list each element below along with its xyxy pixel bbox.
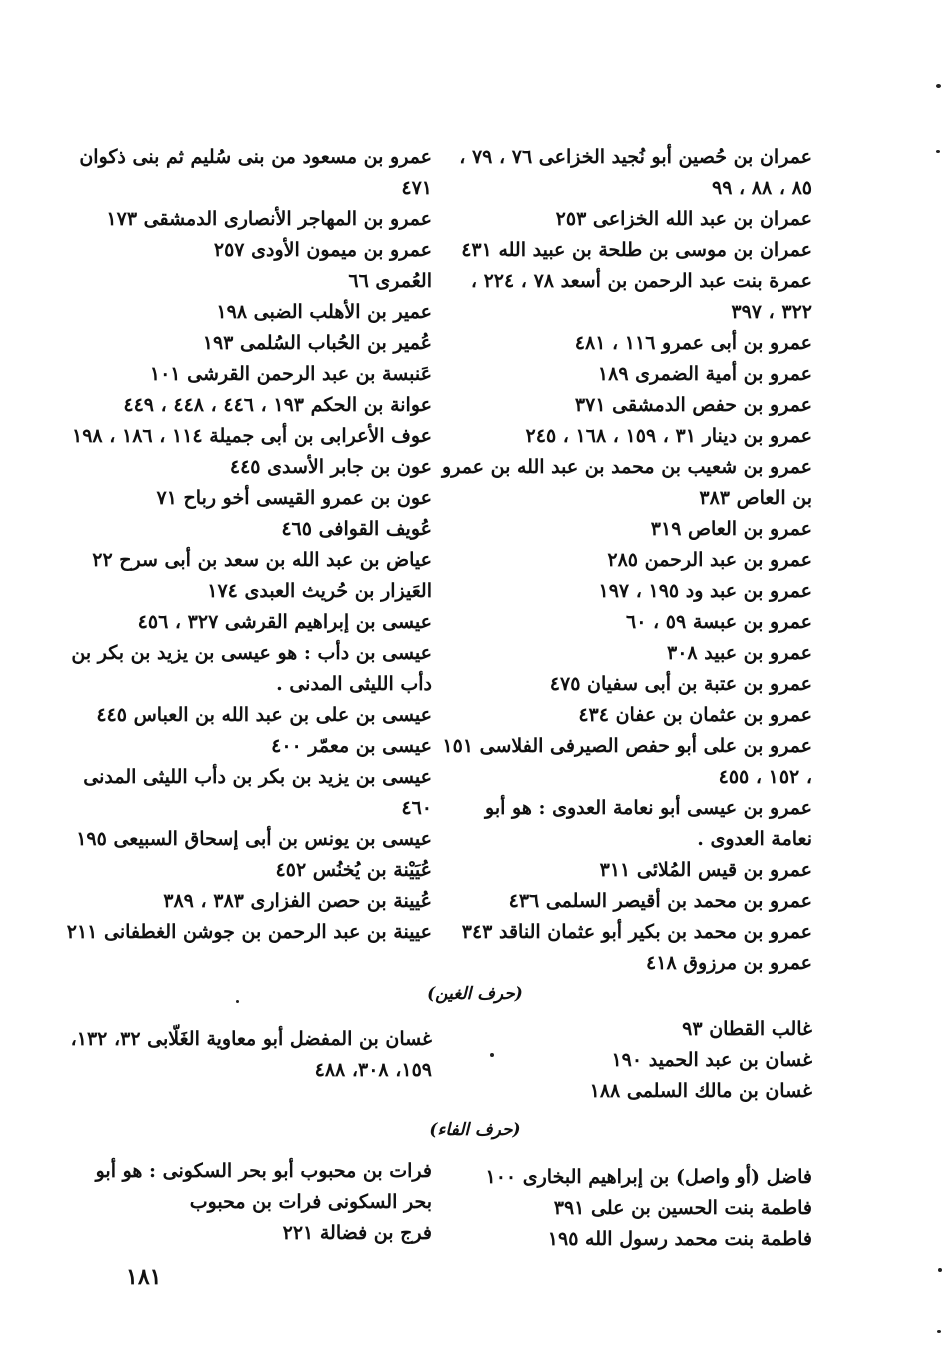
index-entry: عمرو بن ميمون الأودى ٢٥٧ [213,239,432,261]
fa-right-column [440,1162,812,1255]
index-entry: عمران بن موسى بن طلحة بن عبيد الله ٤٣١ [461,239,812,261]
index-entry: عمران بن عبد الله الخزاعى ٢٥٣ [555,208,812,230]
index-entry: غسان بن مالك السلمى ١٨٨ [589,1080,812,1102]
index-entry: عمرو بن العاص ٣١٩ [650,518,812,540]
index-entry: عمرو بن مرزوق ٤١٨ [646,952,812,974]
index-entry: عياض بن عبد الله بن سعد بن أبى سرح ٢٢ [92,549,432,571]
scan-speck [936,84,941,88]
index-entry: العُمرى ٦٦ [348,270,432,292]
index-entry: فاطمة بنت محمد رسول الله ١٩٥ [547,1228,812,1250]
index-entry: عيينة بن عبد الرحمن بن جوشن الغطفانى ٢١١ [66,921,432,943]
scan-speck [490,1053,494,1057]
index-entry: عيسى بن معمّر ٤٠٠ [271,735,432,757]
index-entry: عُمير بن الحُباب السُلمى ١٩٣ [202,332,432,354]
index-entry: عمرو بن عبد الرحمن ٢٨٥ [607,549,812,571]
index-entry: فرات بن محبوب أبو بحر السكونى : هو أبو بحر السكونى فرات بن محبوب [95,1160,432,1213]
index-entry: عوف الأعرابى بن أبى جميلة ١١٤ ، ١٨٦ ، ١٩٨ [72,425,432,447]
index-entry: عُويف القوافى ٤٦٥ [281,518,432,540]
index-entry: عمرو بن عبيد ٣٠٨ [667,642,812,664]
index-entry: عمرو بن عبسة ٥٩ ، ٦٠ [625,611,812,633]
scan-speck [938,1268,942,1272]
index-entry: فاطمة بنت الحسين بن على ٣٩١ [553,1197,812,1219]
index-entry: عمرو بن على أبو حفص الصيرفى الفلاسى ١٥١ ، ١٥٢ ، ٤٥٥ [442,735,812,788]
index-entry: عمرو بن أمية الضمرى ١٨٩ [597,363,812,385]
index-entry: عَنبسة بن عبد الرحمن القرشى ١٠١ [149,363,432,385]
index-entry: عمرو بن دينار ٣١ ، ١٥٩ ، ١٦٨ ، ٢٤٥ [525,425,812,447]
index-entry: عمرة بنت عبد الرحمن بن أسعد ٧٨ ، ٢٢٤ ، ٣٢٢ ، ٣٩٧ [470,270,812,323]
fa-left-column [62,1156,432,1249]
index-entry: عون بن عمرو القيسى أخو رباح ٧١ [156,487,432,509]
index-entry: عمرو بن مسعود من بنى سُليم ثم بنى ذكوان ٤٧١ [79,146,432,199]
ghayn-right-column [440,1014,812,1107]
scan-speck [936,150,940,153]
index-entry: فاضل (أو واصل) بن إبراهيم البخارى ١٠٠ [485,1166,812,1188]
index-entry: عمرو بن محمد بن بكير أبو عثمان الناقد ٣٤٣ [461,921,812,943]
index-entry: فرج بن فضالة ٢٢١ [282,1222,432,1244]
index-entry: عيسى بن دأب : هو عيسى بن يزيد بن بكر بن دأب الليثى المدنى . [71,642,432,695]
index-entry: عمرو بن أبى عمرو ١١٦ ، ٤٨١ [574,332,812,354]
index-entry: العَيزار بن حُريث العبدى ١٧٤ [207,580,432,602]
index-entry: عوانة بن الحكم ١٩٣ ، ٤٤٦ ، ٤٤٨ ، ٤٤٩ [123,394,432,416]
index-entry: عون بن جابر الأسدى ٤٤٥ [229,456,432,478]
ghayn-left-column [62,1024,432,1086]
index-entry: عمرو بن عثمان بن عفان ٤٣٤ [578,704,812,726]
index-entry: عمرو بن قيس المُلائى ٣١١ [599,859,812,881]
index-entry: عُيينة بن حصن الفزارى ٣٨٣ ، ٣٨٩ [163,890,432,912]
index-entry: عيسى بن يزيد بن بكر بن دأب الليثى المدنى ٤٦٠ [83,766,432,819]
index-entry: عمرو بن المهاجر الأنصارى الدمشقى ١٧٣ [106,208,432,230]
index-entry: عمرو بن شعيب بن محمد بن عبد الله بن عمرو بن العاص ٣٨٣ [442,456,812,509]
index-entry: عيسى بن على بن عبد الله بن العباس ٤٤٥ [96,704,432,726]
ayn-left-column [62,142,432,948]
index-entry: عمرو بن عتبة بن أبى سفيان ٤٧٥ [549,673,812,695]
scan-speck [236,1000,239,1003]
index-entry: عمرو بن عيسى أبو نعامة العدوى : هو أبو نعامة العدوى . [485,797,812,850]
index-entry: عمرو بن محمد بن أقيصر السلمى ٤٣٦ [508,890,812,912]
section-heading-fa: (حرف الفاء) [429,1120,521,1140]
ayn-right-column [440,142,812,979]
index-entry: عُيَيْنة بن يُخنُس ٤٥٢ [275,859,432,881]
index-entry: عيسى بن يونس بن أبى إسحاق السبيعى ١٩٥ [76,828,432,850]
index-entry: غسان بن عبد الحميد ١٩٠ [611,1049,812,1071]
index-entry: عمرو بن عبد ود ١٩٥ ، ١٩٧ [598,580,812,602]
section-heading-ghayn: (حرف الغين) [427,984,523,1004]
index-entry: عمران بن حُصين أبو نُجيد الخزاعى ٧٦ ، ٧٩ ، ٨٥ ، ٨٨ ، ٩٩ [459,146,812,199]
scan-speck [937,1330,941,1333]
index-entry: غسان بن المفضل أبو معاوية الغَلّابى ٣٢، ١٣٢، ١٥٩، ٣٠٨، ٤٨٨ [70,1028,432,1081]
index-entry: عمرو بن حفص الدمشقى ٣٧١ [574,394,812,416]
index-entry: عمير بن الأهلب الضبى ١٩٨ [216,301,432,323]
page-number: ١٨١ [126,1264,162,1290]
index-entry: عيسى بن إبراهيم القرشى ٣٢٧ ، ٤٥٦ [137,611,432,633]
index-entry: غالب القطان ٩٣ [682,1018,812,1040]
